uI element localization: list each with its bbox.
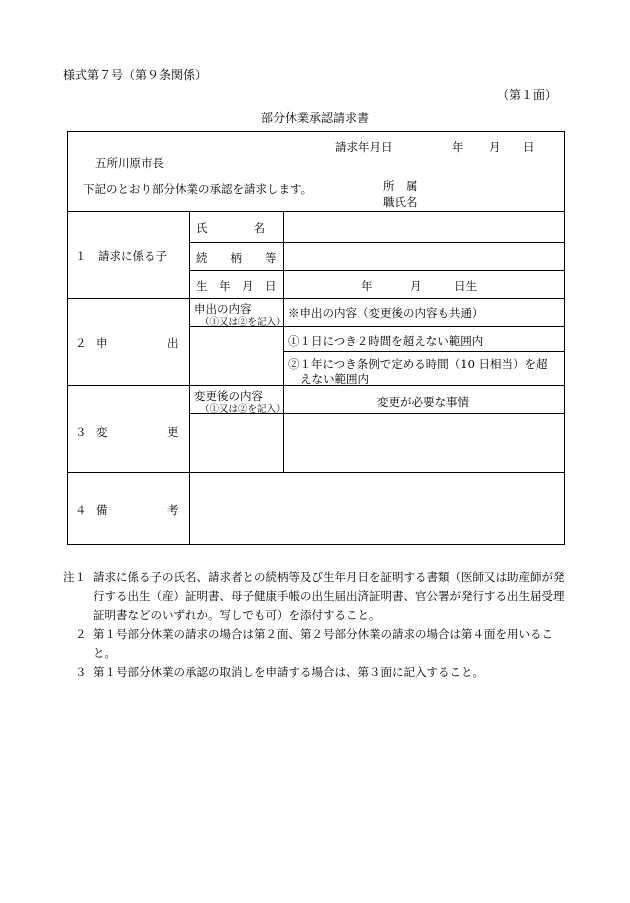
position-name-label: 職氏名 — [383, 195, 418, 209]
birth-day: 日生 — [454, 279, 477, 293]
content-note: （①又は②を記入） — [200, 317, 286, 328]
form-number: 様式第７号（第９条関係） — [63, 68, 208, 82]
child-name-label: 氏 名 — [196, 221, 265, 235]
birth-year: 年 — [361, 279, 373, 293]
change-reason-label: 変更が必要な事情 — [377, 395, 469, 409]
option-1: ①１日につき２時間を超えない範囲内 — [288, 334, 484, 348]
section2-number: ２ — [75, 336, 87, 350]
note-text: 第１号部分休業の請求の場合は第２面、第２号部分休業の請求の場合は第４面を用いること。 — [93, 627, 553, 660]
option-2-line1: ②１年につき条例で定める時間（10 日相当）を超 — [288, 357, 548, 371]
notes — [63, 568, 568, 682]
section4-label-b: 考 — [167, 503, 179, 517]
section4-label-a: 備 — [96, 503, 108, 517]
form-title: 部分休業承認請求書 — [260, 111, 369, 125]
section1-label: １ 請求に係る子 — [75, 249, 167, 263]
option-2-line2: えない範囲内 — [300, 372, 369, 386]
request-year: 年 — [452, 140, 464, 154]
rule — [283, 211, 284, 472]
request-month: 月 — [489, 140, 501, 154]
section3-label-a: 変 — [96, 425, 108, 439]
content-label: 申出の内容 — [194, 302, 252, 316]
rule — [189, 242, 565, 243]
changed-content-note: （①又は②を記入） — [200, 404, 286, 415]
note-number: ２ — [75, 627, 87, 641]
note-item — [63, 625, 568, 663]
page-label: （第１面） — [496, 88, 557, 102]
section3-label-b: 更 — [167, 425, 179, 439]
section2-label-a: 申 — [96, 336, 108, 350]
note-number: 注１ — [63, 570, 86, 584]
request-statement: 下記のとおり部分休業の承認を請求します。 — [83, 182, 313, 196]
note-text: 第１号部分休業の承認の取消しを申請する場合は、第３面に記入すること。 — [93, 665, 484, 679]
section2-label-b: 出 — [167, 336, 179, 350]
changed-content-label: 変更後の内容 — [194, 389, 263, 403]
rule — [67, 472, 565, 473]
note-number: ３ — [75, 665, 87, 679]
relationship-label: 続 柄 等 — [196, 251, 277, 265]
rule — [189, 270, 565, 271]
rule — [283, 351, 565, 352]
rule — [67, 298, 565, 299]
birth-month: 月 — [410, 279, 422, 293]
request-day: 日 — [523, 140, 535, 154]
rule — [67, 211, 565, 212]
note-item — [63, 663, 568, 682]
birthdate-label: 生 年 月 日 — [196, 279, 277, 293]
note-text: 請求に係る子の氏名、請求者との続柄等及び生年月日を証明する書類（医師又は助産師が発行する出生（産）証明書、母子健康手帳の出生届出済証明書、官公署が発行する出生届受理証明書などのいずれか。写しでも可）を添付すること。 — [93, 570, 565, 622]
section3-number: ３ — [75, 425, 87, 439]
affiliation-label: 所 属 — [383, 179, 418, 193]
note-item — [63, 568, 568, 625]
request-date-label: 請求年月日 — [335, 140, 393, 154]
section4-number: ４ — [75, 503, 87, 517]
rule — [189, 211, 190, 545]
content-header: ※申出の内容（変更後の内容も共通） — [288, 306, 484, 320]
addressee: 五所川原市長 — [95, 156, 164, 170]
